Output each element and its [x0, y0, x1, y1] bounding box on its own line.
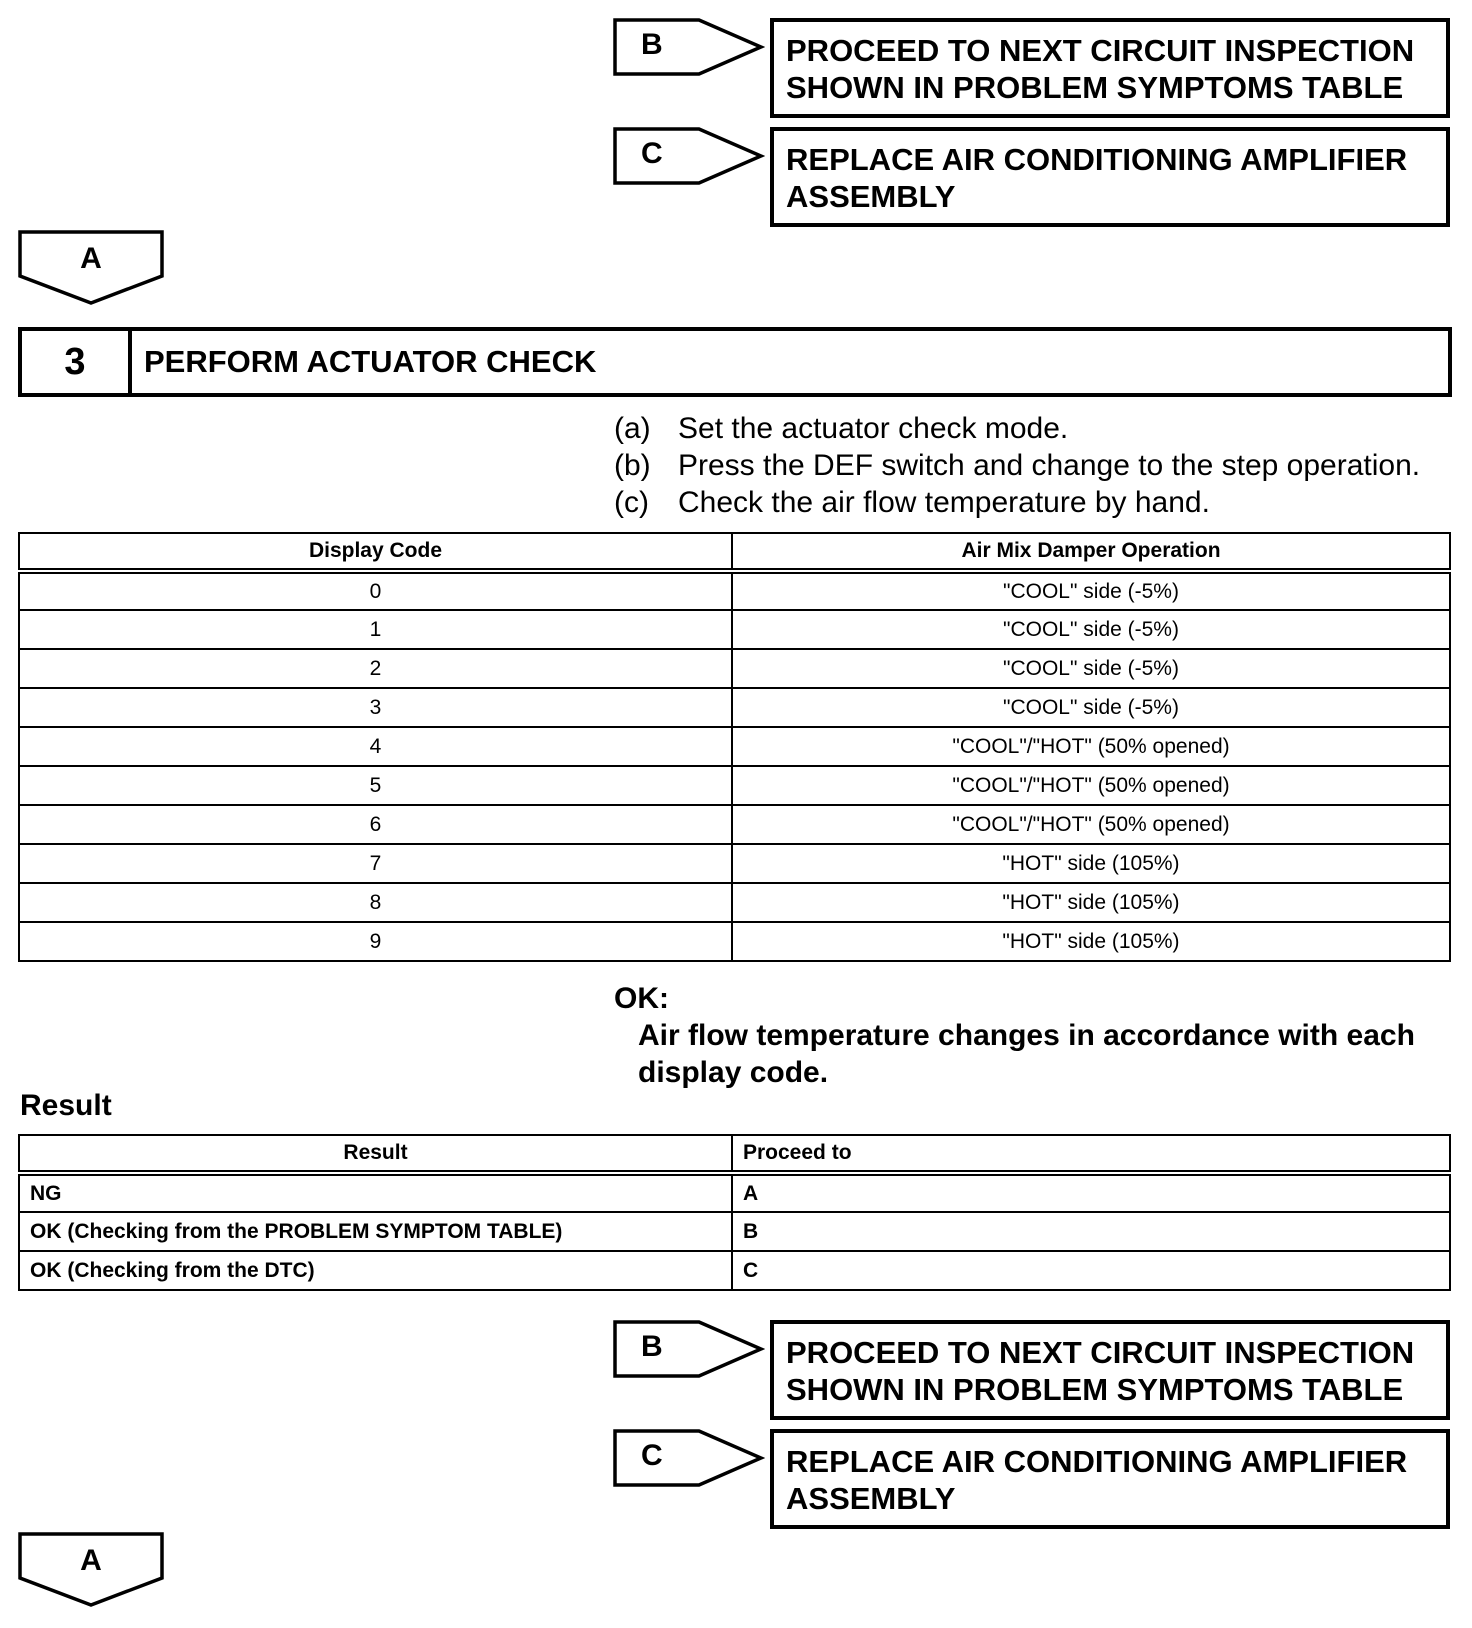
right-arrow-icon	[613, 1429, 765, 1487]
table-row	[19, 844, 1450, 883]
branch-c-action-box	[770, 127, 1450, 227]
ok-description-line: display code.	[638, 1056, 829, 1089]
table-row	[19, 727, 1450, 766]
step-header	[18, 327, 1452, 397]
instruction-letter: (a)	[614, 412, 651, 445]
branch-b-tag[interactable]	[613, 18, 765, 76]
damper-operation-cell: "COOL" side (-5%)	[732, 688, 1450, 727]
branch-a-letter: A	[80, 242, 102, 275]
branch-c-action-line: ASSEMBLY	[786, 179, 956, 214]
result-cell: OK (Checking from the DTC)	[19, 1251, 732, 1290]
table-header-row	[19, 533, 1450, 571]
ok-label: OK:	[614, 982, 669, 1015]
branch-b-action-box	[770, 1320, 1450, 1420]
damper-operation-cell: "COOL"/"HOT" (50% opened)	[732, 766, 1450, 805]
table-row	[19, 805, 1450, 844]
branch-c-letter: C	[641, 1439, 663, 1472]
table-header-row	[19, 1135, 1450, 1173]
damper-operation-cell: "HOT" side (105%)	[732, 922, 1450, 961]
display-code-cell: 2	[19, 649, 732, 688]
proceed-to-cell: C	[732, 1251, 1450, 1290]
branch-c-tag[interactable]	[613, 127, 765, 185]
display-code-table	[18, 532, 1451, 962]
instruction-text: Press the DEF switch and change to the step operation.	[678, 449, 1421, 482]
right-arrow-icon	[613, 18, 765, 76]
result-cell: NG	[19, 1173, 732, 1212]
branch-c-tag[interactable]	[613, 1429, 765, 1487]
damper-operation-cell: "HOT" side (105%)	[732, 883, 1450, 922]
damper-operation-cell: "COOL"/"HOT" (50% opened)	[732, 727, 1450, 766]
right-arrow-icon	[613, 127, 765, 185]
branch-b-action-line: PROCEED TO NEXT CIRCUIT INSPECTION	[786, 1335, 1415, 1370]
column-header-proceed-to: Proceed to	[732, 1135, 1450, 1173]
display-code-cell: 8	[19, 883, 732, 922]
table-row	[19, 1251, 1450, 1290]
branch-c-letter: C	[641, 137, 663, 170]
branch-b-tag[interactable]	[613, 1320, 765, 1378]
column-header-damper-operation: Air Mix Damper Operation	[732, 533, 1450, 571]
result-table	[18, 1134, 1451, 1291]
branch-a-tag[interactable]	[18, 230, 164, 306]
branch-c-action-box	[770, 1429, 1450, 1529]
table-row	[19, 883, 1450, 922]
branch-b-letter: B	[641, 28, 663, 61]
display-code-cell: 7	[19, 844, 732, 883]
table-row	[19, 1212, 1450, 1251]
display-code-cell: 9	[19, 922, 732, 961]
table-row	[19, 922, 1450, 961]
table-row	[19, 688, 1450, 727]
branch-c-action-line: ASSEMBLY	[786, 1481, 956, 1516]
branch-b-action-line: SHOWN IN PROBLEM SYMPTOMS TABLE	[786, 70, 1404, 105]
ok-criteria	[614, 980, 1415, 1091]
table-row	[19, 766, 1450, 805]
step-title: PERFORM ACTUATOR CHECK	[144, 344, 597, 379]
result-section-label: Result	[20, 1089, 112, 1122]
display-code-cell: 3	[19, 688, 732, 727]
column-header-result: Result	[19, 1135, 732, 1173]
instruction-item	[614, 484, 1420, 521]
proceed-to-cell: B	[732, 1212, 1450, 1251]
column-header-display-code: Display Code	[19, 533, 732, 571]
proceed-to-cell: A	[732, 1173, 1450, 1212]
damper-operation-cell: "COOL" side (-5%)	[732, 610, 1450, 649]
damper-operation-cell: "COOL" side (-5%)	[732, 649, 1450, 688]
step-number: 3	[22, 331, 132, 393]
table-row	[19, 649, 1450, 688]
display-code-cell: 4	[19, 727, 732, 766]
branch-c-action-line: REPLACE AIR CONDITIONING AMPLIFIER	[786, 142, 1408, 177]
table-row	[19, 571, 1450, 610]
instruction-item	[614, 447, 1420, 484]
display-code-cell: 5	[19, 766, 732, 805]
instruction-text: Check the air flow temperature by hand.	[678, 486, 1210, 519]
instruction-item	[614, 410, 1420, 447]
damper-operation-cell: "COOL"/"HOT" (50% opened)	[732, 805, 1450, 844]
branch-b-action-box	[770, 18, 1450, 118]
instruction-list	[614, 410, 1420, 521]
branch-c-action-line: REPLACE AIR CONDITIONING AMPLIFIER	[786, 1444, 1408, 1479]
display-code-cell: 1	[19, 610, 732, 649]
branch-b-letter: B	[641, 1330, 663, 1363]
result-cell: OK (Checking from the PROBLEM SYMPTOM TABLE)	[19, 1212, 732, 1251]
display-code-cell: 0	[19, 571, 732, 610]
instruction-text: Set the actuator check mode.	[678, 412, 1069, 445]
table-row	[19, 1173, 1450, 1212]
branch-a-letter: A	[80, 1544, 102, 1577]
ok-description-line: Air flow temperature changes in accordance with each	[638, 1019, 1415, 1052]
branch-a-tag[interactable]	[18, 1532, 164, 1608]
table-row	[19, 610, 1450, 649]
instruction-letter: (c)	[614, 486, 649, 519]
instruction-letter: (b)	[614, 449, 651, 482]
right-arrow-icon	[613, 1320, 765, 1378]
damper-operation-cell: "HOT" side (105%)	[732, 844, 1450, 883]
branch-b-action-line: PROCEED TO NEXT CIRCUIT INSPECTION	[786, 33, 1415, 68]
branch-b-action-line: SHOWN IN PROBLEM SYMPTOMS TABLE	[786, 1372, 1404, 1407]
damper-operation-cell: "COOL" side (-5%)	[732, 571, 1450, 610]
display-code-cell: 6	[19, 805, 732, 844]
